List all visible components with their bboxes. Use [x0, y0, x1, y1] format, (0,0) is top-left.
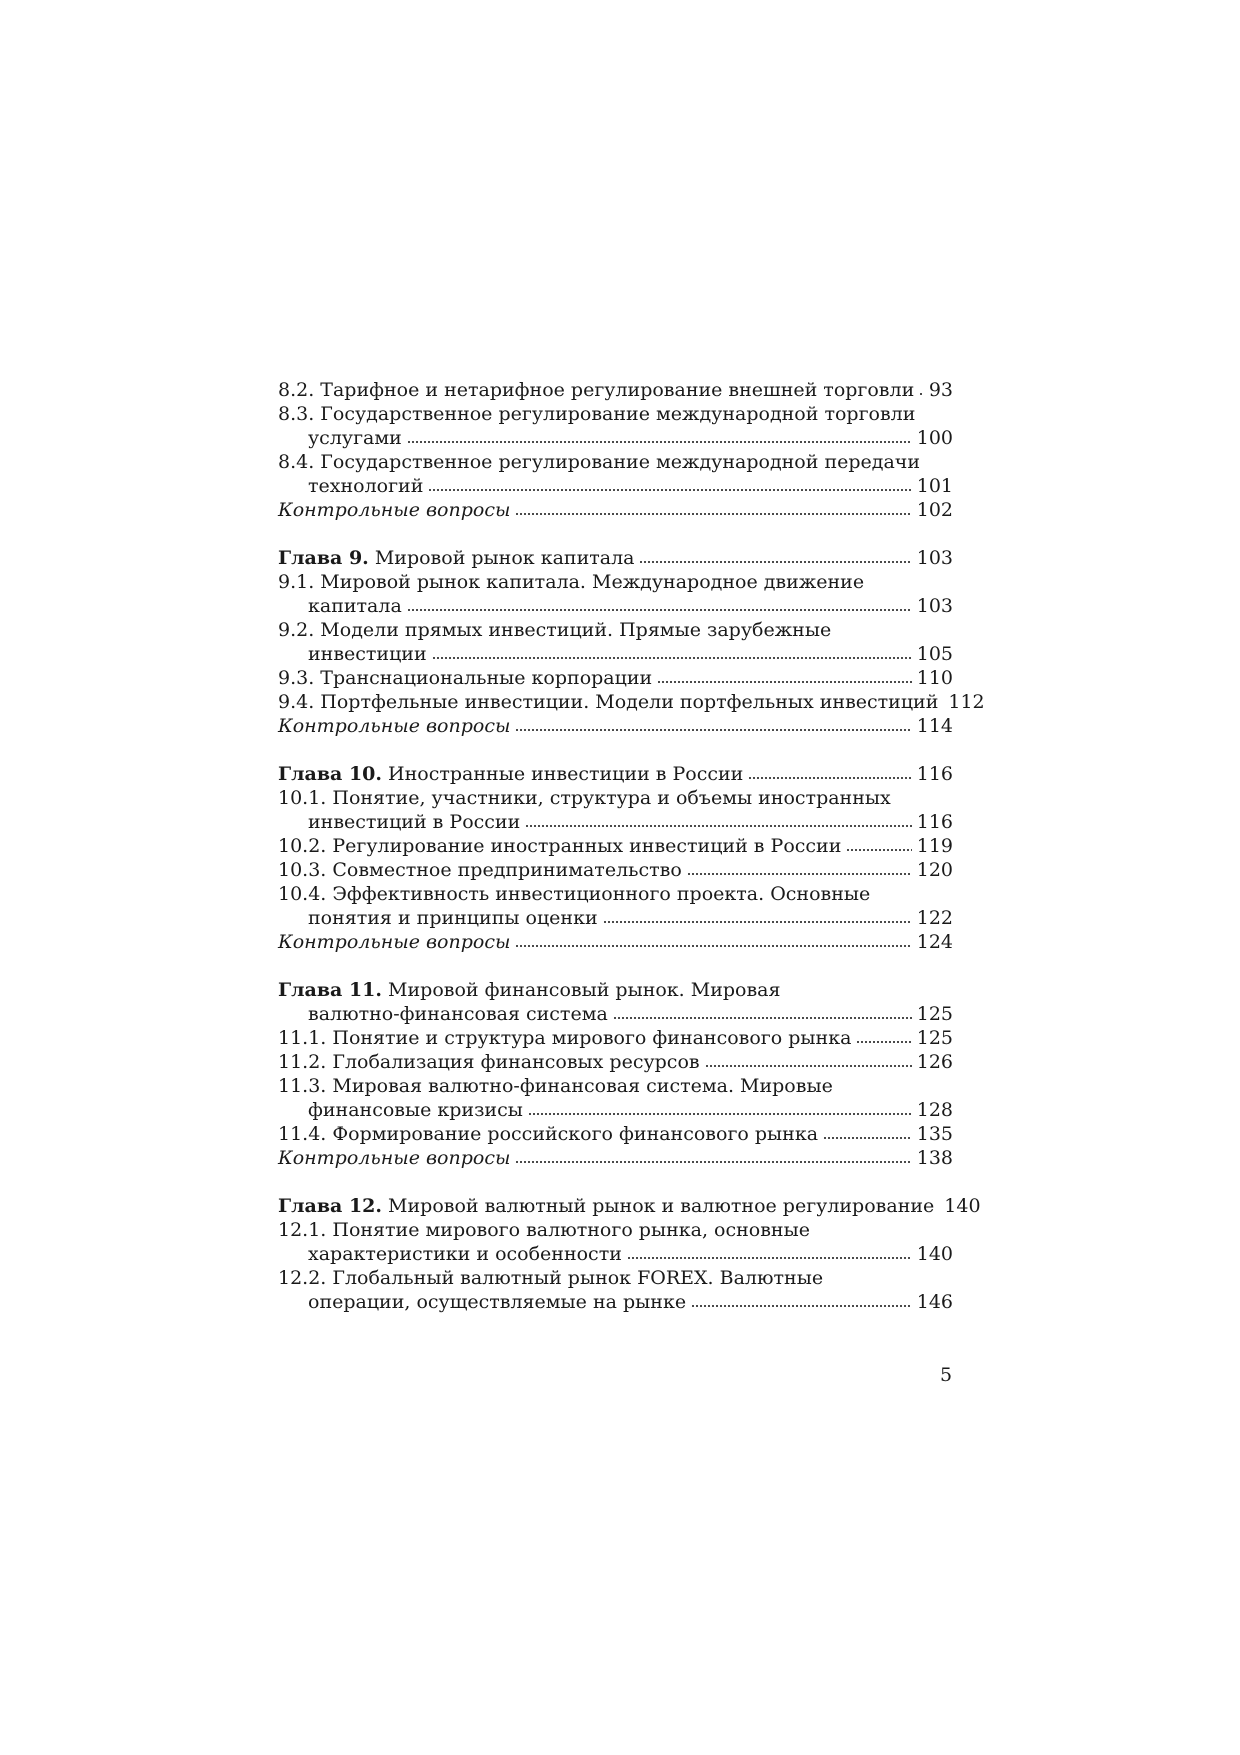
- toc-entry-title: 9.4. Портфельные инвестиции. Модели портфельных инвестиций: [278, 691, 939, 713]
- dot-leader: [525, 824, 911, 828]
- toc-entry[interactable]: [278, 786, 953, 834]
- toc-page-number: 124: [916, 931, 953, 953]
- toc-page-number: 122: [916, 907, 953, 929]
- dot-leader: [515, 512, 911, 516]
- dot-leader: [846, 848, 911, 852]
- dot-leader: [856, 1040, 911, 1044]
- toc-entry-title: 11.2. Глобализация финансовых ресурсов: [278, 1051, 700, 1073]
- dot-leader: [748, 776, 911, 780]
- toc-entry[interactable]: [278, 666, 953, 690]
- toc-page-number: 146: [916, 1291, 953, 1313]
- page-number: 5: [940, 1364, 953, 1386]
- toc-entry-title: инвестиций в России: [308, 811, 521, 833]
- toc-entry[interactable]: [278, 1218, 953, 1266]
- toc-entry-title: технологий: [308, 475, 424, 497]
- toc-page-number: 101: [916, 475, 953, 497]
- toc-entry-title-line: [278, 978, 953, 1002]
- toc-page-number: 138: [916, 1147, 953, 1169]
- toc-page-number: 102: [916, 499, 953, 521]
- toc-page-number: 140: [944, 1195, 981, 1217]
- toc-page-number: 125: [916, 1003, 953, 1025]
- toc-entry[interactable]: [278, 450, 953, 498]
- toc-entry-title: 10.4. Эффективность инвестиционного проекта. Основные: [278, 883, 871, 905]
- toc-entry[interactable]: [278, 762, 953, 786]
- review-questions-label: Контрольные вопросы: [278, 1147, 511, 1169]
- toc-entry-title: 10.2. Регулирование иностранных инвестиций в России: [278, 835, 842, 857]
- toc-entry[interactable]: [278, 1050, 953, 1074]
- toc-page-number: 119: [916, 835, 953, 857]
- toc-entry-title: характеристики и особенности: [308, 1243, 622, 1265]
- dot-leader: [705, 1064, 912, 1068]
- dot-leader: [515, 1160, 911, 1164]
- toc-entry-title: 9.3. Транснациональные корпорации: [278, 667, 653, 689]
- toc-entry-title-line: [278, 1074, 953, 1098]
- toc-page-number: 116: [916, 811, 953, 833]
- toc-page-number: 93: [928, 379, 953, 401]
- toc-entry[interactable]: [278, 978, 953, 1026]
- toc-entry-title: Иностранные инвестиции в России: [382, 763, 744, 785]
- toc-entry-title-line: [278, 570, 953, 594]
- review-questions-label: Контрольные вопросы: [278, 715, 511, 737]
- toc-entry-title: 10.3. Совместное предпринимательство: [278, 859, 682, 881]
- toc-entry-title-line: [278, 1218, 953, 1242]
- toc-entry-title-line: [278, 1266, 953, 1290]
- table-of-contents: [278, 378, 985, 1338]
- dot-leader: [657, 680, 912, 684]
- toc-entry[interactable]: [278, 1026, 953, 1050]
- toc-entry-title: 11.3. Мировая валютно-финансовая система. Мировые: [278, 1075, 833, 1097]
- toc-entry[interactable]: [278, 402, 953, 450]
- toc-entry-title: финансовые кризисы: [308, 1099, 523, 1121]
- dot-leader: [691, 1304, 912, 1308]
- toc-entry-title: 8.2. Тарифное и нетарифное регулирование внешней торговли: [278, 379, 915, 401]
- toc-page-number: 116: [916, 763, 953, 785]
- toc-entry-title-line: [278, 402, 953, 426]
- dot-leader: [407, 608, 912, 612]
- toc-entry[interactable]: [278, 1266, 953, 1314]
- toc-entry-title: 10.1. Понятие, участники, структура и объемы иностранных: [278, 787, 891, 809]
- dot-leader: [432, 656, 912, 660]
- toc-entry-title: Мировой валютный рынок и валютное регулирование: [382, 1195, 935, 1217]
- toc-entry-title: инвестиции: [308, 643, 427, 665]
- toc-entry-title-line: [278, 450, 953, 474]
- toc-group: [278, 546, 985, 738]
- toc-entry[interactable]: [278, 858, 953, 882]
- toc-group: [278, 978, 953, 1170]
- toc-entry-title: Мировой рынок капитала: [368, 547, 635, 569]
- toc-entry[interactable]: [278, 546, 953, 570]
- toc-entry[interactable]: [278, 1122, 953, 1146]
- review-questions-label: Контрольные вопросы: [278, 499, 511, 521]
- toc-entry[interactable]: [278, 834, 953, 858]
- dot-leader: [603, 920, 912, 924]
- toc-page-number: 105: [916, 643, 953, 665]
- toc-entry-title: 9.2. Модели прямых инвестиций. Прямые зарубежные: [278, 619, 832, 641]
- dot-leader: [428, 488, 911, 492]
- toc-entry-title: капитала: [308, 595, 402, 617]
- toc-entry[interactable]: [278, 930, 953, 954]
- chapter-number: Глава 12.: [278, 1195, 383, 1217]
- toc-entry-title: понятия и принципы оценки: [308, 907, 598, 929]
- toc-entry[interactable]: [278, 1146, 953, 1170]
- toc-entry-title: операции, осуществляемые на рынке: [308, 1291, 687, 1313]
- toc-entry[interactable]: [278, 1194, 981, 1218]
- toc-page-number: 110: [916, 667, 953, 689]
- chapter-number: Глава 11.: [278, 979, 383, 1001]
- toc-entry[interactable]: [278, 618, 953, 666]
- toc-group: [278, 378, 953, 522]
- toc-entry[interactable]: [278, 378, 953, 402]
- toc-entry-title: Мировой финансовый рынок. Мировая: [382, 979, 781, 1001]
- toc-entry-title-line: [278, 882, 953, 906]
- toc-page-number: 114: [916, 715, 953, 737]
- toc-page-number: 140: [916, 1243, 953, 1265]
- toc-entry-title: валютно-финансовая система: [308, 1003, 608, 1025]
- toc-entry[interactable]: [278, 570, 953, 618]
- chapter-number: Глава 9.: [278, 547, 369, 569]
- chapter-number: Глава 10.: [278, 763, 383, 785]
- dot-leader: [528, 1112, 912, 1116]
- toc-entry[interactable]: [278, 690, 985, 714]
- toc-entry-title-line: [278, 618, 953, 642]
- toc-page-number: 125: [916, 1027, 953, 1049]
- dot-leader: [407, 440, 912, 444]
- toc-page-number: 128: [916, 1099, 953, 1121]
- toc-group: [278, 762, 953, 954]
- toc-entry-title: 9.1. Мировой рынок капитала. Международное движение: [278, 571, 865, 593]
- review-questions-label: Контрольные вопросы: [278, 931, 511, 953]
- toc-entry-title: услугами: [308, 427, 402, 449]
- dot-leader: [919, 392, 924, 396]
- toc-group: [278, 1194, 981, 1314]
- dot-leader: [515, 728, 911, 732]
- dot-leader: [687, 872, 912, 876]
- toc-page-number: 103: [916, 595, 953, 617]
- dot-leader: [515, 944, 911, 948]
- toc-entry[interactable]: [278, 1074, 953, 1122]
- toc-entry[interactable]: [278, 714, 953, 738]
- toc-page-number: 126: [916, 1051, 953, 1073]
- toc-entry-title: 12.2. Глобальный валютный рынок FOREX. Валютные: [278, 1267, 824, 1289]
- toc-entry-title: 11.1. Понятие и структура мирового финансового рынка: [278, 1027, 852, 1049]
- toc-page-number: 112: [948, 691, 985, 713]
- toc-page-number: 103: [916, 547, 953, 569]
- dot-leader: [823, 1136, 912, 1140]
- toc-entry-title: 8.3. Государственное регулирование международной торговли: [278, 403, 916, 425]
- dot-leader: [639, 560, 911, 564]
- dot-leader: [627, 1256, 912, 1260]
- toc-page-number: 120: [916, 859, 953, 881]
- toc-entry-title: 8.4. Государственное регулирование международной передачи: [278, 451, 921, 473]
- toc-entry-title-line: [278, 786, 953, 810]
- toc-entry[interactable]: [278, 498, 953, 522]
- toc-entry-title: 12.1. Понятие мирового валютного рынка, основные: [278, 1219, 810, 1241]
- toc-entry[interactable]: [278, 882, 953, 930]
- toc-page-number: 100: [916, 427, 953, 449]
- dot-leader: [613, 1016, 912, 1020]
- toc-page-number: 135: [916, 1123, 953, 1145]
- toc-entry-title: 11.4. Формирование российского финансового рынка: [278, 1123, 819, 1145]
